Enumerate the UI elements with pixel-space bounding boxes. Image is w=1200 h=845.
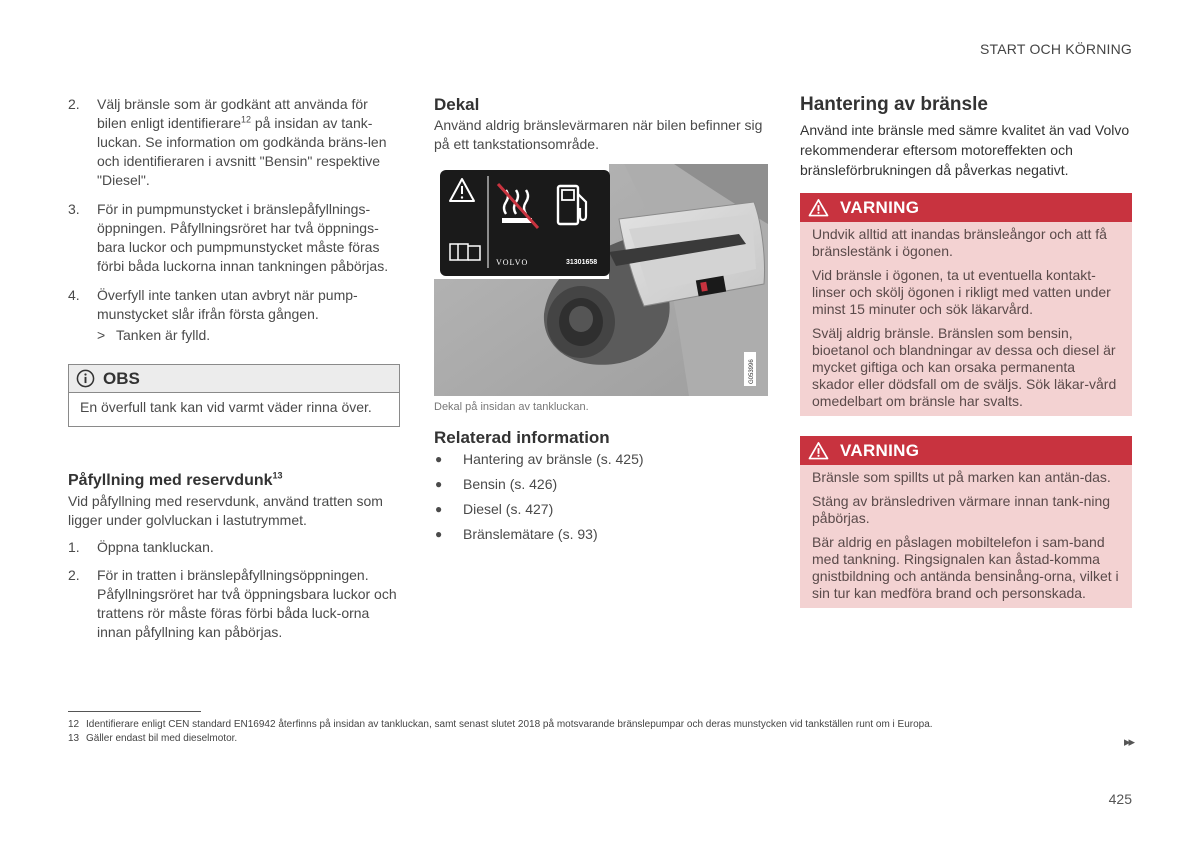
related-links	[434, 450, 768, 544]
warning-text: Undvik alltid att inandas bränsleångor och att få bränslestänk i ögonen.	[812, 226, 1107, 259]
related-link-fuel-gauge[interactable]: ● Bränslemätare (s. 93)	[435, 526, 598, 542]
list-item: 3. För in pumpmunstycket i bränslepåfyllnings-öppningen. Påfyllningsröret har två öppnings-bara luckor och pumpmunstycket måste föras förbi båda luckorna innan tankningen påbörjas.	[68, 201, 389, 274]
warning-triangle-icon	[808, 198, 829, 217]
fuel-flap-illustration	[434, 164, 768, 396]
footnotes	[68, 718, 1068, 746]
reserve-intro: Vid påfyllning med reservdunk, använd tratten som ligger under golvluckan i lastutrymmet.	[68, 493, 383, 528]
warning-text: Bär aldrig en påslagen mobiltelefon i sam-band med tankning. Ringsignalen kan åstad-komma gnistbildning och antända bensinång-orna, vilket i sin tur kan medföra brand och personskada.	[812, 534, 1119, 601]
refuel-steps	[68, 95, 400, 324]
obs-note	[68, 364, 400, 427]
info-icon	[76, 369, 95, 388]
obs-text: En överfull tank kan vid varmt väder rinna över.	[80, 399, 372, 415]
photo-id: G053996	[749, 359, 755, 384]
reserve-heading: Påfyllning med reservdunk$^{13}$	[68, 470, 283, 489]
page-number: 425	[1108, 791, 1132, 807]
obs-label: OBS	[103, 368, 140, 388]
warning-label: VARNING	[840, 440, 920, 460]
related-heading: Relaterad information	[434, 428, 610, 447]
column-right	[800, 93, 1132, 608]
next-page-arrow-icon[interactable]: ▸▸	[1123, 734, 1133, 749]
column-left	[68, 95, 400, 650]
list-item: 1. Öppna tankluckan.	[68, 539, 214, 555]
reserve-steps	[68, 538, 400, 642]
warning-triangle-icon	[808, 441, 829, 460]
list-item: 2. För in tratten i bränslepåfyllningsöppningen. Påfyllningsröret har två öppningsbara luckor och trattens rör måste föras förbi båda luck-orna innan påfyllning kan påbörjas.	[68, 567, 397, 640]
section-header: START OCH KÖRNING	[980, 41, 1132, 57]
decal-intro: Använd aldrig bränslevärmaren när bilen befinner sig på ett tankstationsområde.	[434, 117, 763, 152]
warning-box-1	[800, 193, 1132, 416]
fuel-flap-photo	[434, 164, 768, 396]
fuel-handling-heading: Hantering av bränsle	[800, 94, 988, 115]
related-link-fuel-handling[interactable]: ● Hantering av bränsle (s. 425)	[435, 451, 644, 467]
list-item: 4. Överfyll inte tanken utan avbryt när pump-munstycket slår ifrån första gången.	[68, 287, 358, 322]
footnote-13: 13 Gäller endast bil med dieselmotor.	[68, 733, 238, 744]
related-link-petrol[interactable]: ● Bensin (s. 426)	[435, 476, 558, 492]
column-middle	[434, 95, 768, 550]
footnote-12: 12 Identifierare enligt CEN standard EN16942 återfinns på insidan av tankluckan, samt senast slutet 2018 på motsvarande bränslepumpar och deras munstycken vid tankställen runt om i Europa.	[68, 719, 933, 730]
photo-caption: Dekal på insidan av tankluckan.	[434, 401, 589, 413]
related-link-diesel[interactable]: ● Diesel (s. 427)	[435, 501, 554, 517]
step-result: > Tanken är fylld.	[97, 327, 211, 343]
warning-text: Bränsle som spillts ut på marken kan antän-das.	[812, 469, 1111, 485]
footnote-ref-13[interactable]: 13	[272, 470, 283, 481]
warning-text: Vid bränsle i ögonen, ta ut eventuella kontakt-linser och skölj ögonen i rikligt med vatten under minst 15 minuter och sök läkarvård.	[812, 267, 1111, 317]
footnote-ref-12[interactable]: 12	[240, 114, 251, 125]
warning-text: Stäng av bränsledriven värmare innan tank-ning påbörjas.	[812, 493, 1111, 526]
warning-box-2	[800, 436, 1132, 608]
decal-brand: VOLVO	[496, 258, 529, 267]
decal-heading: Dekal	[434, 95, 480, 114]
warning-text: Svälj aldrig bränsle. Bränslen som bensin, bioetanol och blandningar av dessa och diesel är mycket giftiga och kan orsaka permanenta skador eller dödsfall om de sväljs. Sök läkar-vård omedelbart om bränsle har svalts.	[812, 325, 1117, 409]
decal-code: 31301658	[566, 259, 598, 266]
fuel-handling-intro: Använd inte bränsle med sämre kvalitet än vad Volvo rekommenderar eftersom motoreffekten och bränsleförbrukningen då påverkas negativt.	[800, 122, 1130, 178]
list-item: 2. Välj bränsle som är godkänt att använda för bilen enligt identifierare$^{12}$ på insidan av tank-luckan. Se information om godkända bräns-len och identifieraren i avsnitt "Bensin" respektive "Diesel".	[68, 96, 387, 188]
warning-label: VARNING	[840, 197, 920, 217]
footnote-divider	[68, 711, 201, 712]
